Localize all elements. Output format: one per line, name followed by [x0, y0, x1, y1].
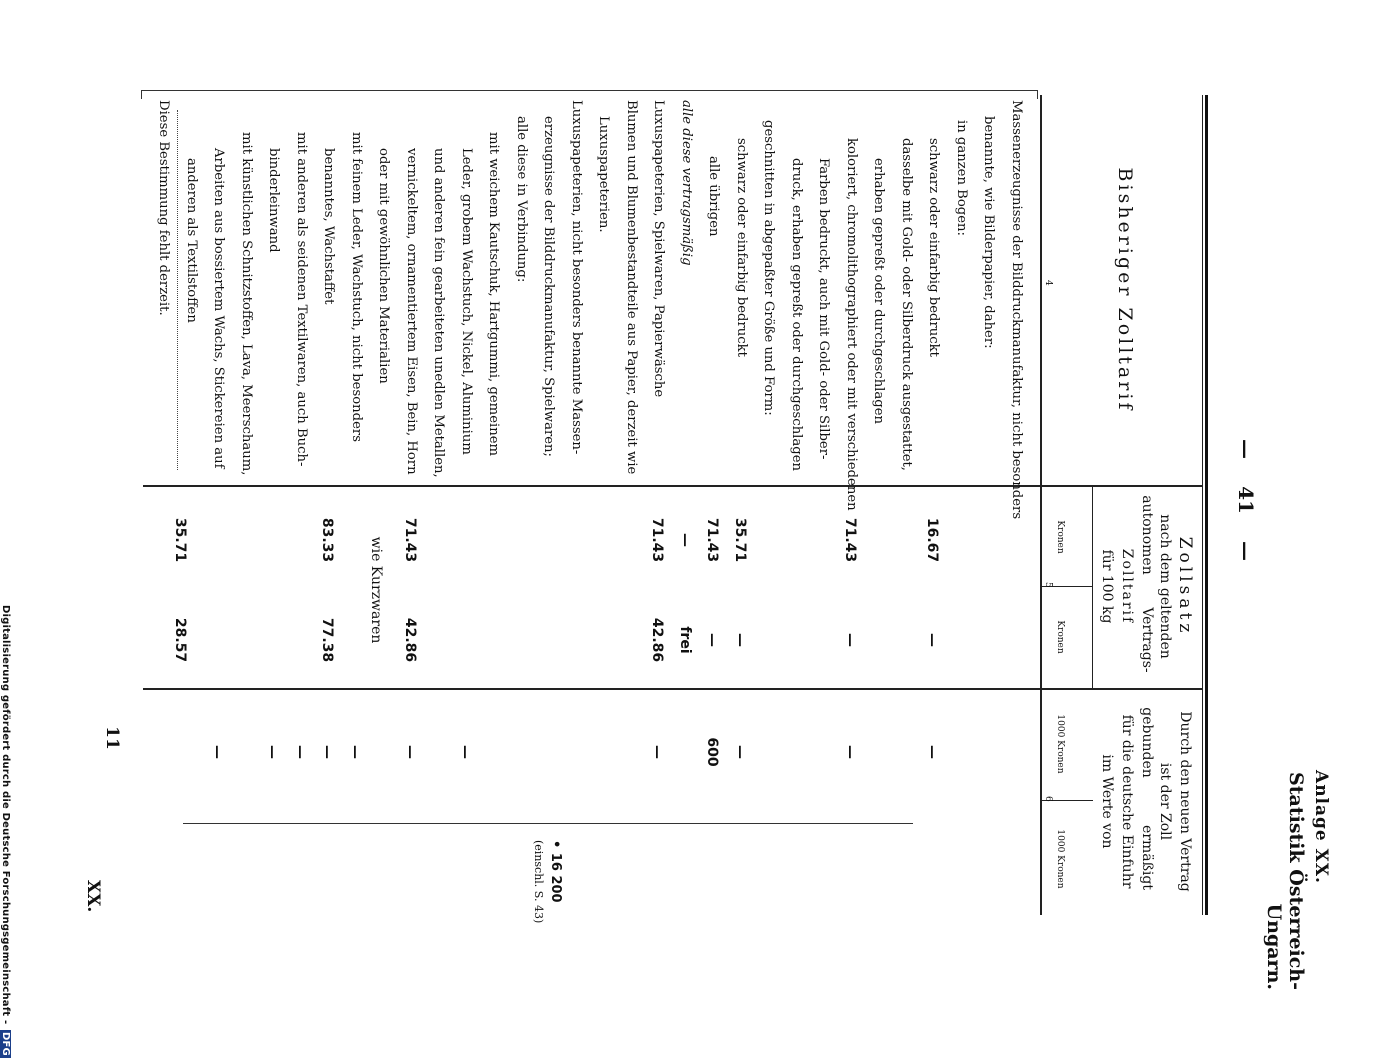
col5-title-5: für 100 kg	[1099, 549, 1115, 624]
row-text: mit feinem Leder, Wachstuch, nicht besonders	[349, 132, 364, 442]
left-brace	[141, 90, 1038, 99]
row-gebunden-value: —	[292, 745, 308, 759]
anlage-title: Anlage XX.	[1311, 770, 1331, 884]
last-vertrag-value: 28.57	[172, 617, 188, 663]
row-vertrag-value: frei	[677, 626, 693, 654]
row-gebunden-value: —	[649, 745, 666, 759]
row-gebunden-value: —	[319, 745, 336, 759]
row-vertrag-value: —	[842, 633, 858, 647]
col6-title-5: im Werte von	[1099, 754, 1115, 849]
last-row-dots	[177, 110, 178, 470]
row-text: binderleinwand	[266, 148, 282, 253]
row-text: benannte, wie Bilderpapier, daher:	[981, 116, 997, 349]
col6-title-2: ist der Zoll	[1157, 762, 1173, 841]
row-text: druck, erhaben gepreßt oder durchgeschlagen	[789, 158, 804, 472]
side-note-text: Digitalisierung gefördert durch die Deutsche Forschungsgemeinschaft -	[0, 605, 11, 1025]
row-text: benanntes, Wachstaffet	[321, 148, 337, 305]
row-text: alle übrigen	[706, 156, 722, 237]
row-text: Leder, grobem Wachstuch, Nickel, Aluminium	[459, 148, 474, 455]
row-auto-value: 71.43	[704, 517, 721, 563]
col6-title-3a: gebunden	[1139, 707, 1155, 778]
row-gebunden-value: —	[209, 745, 226, 759]
last-auto-value: 35.71	[172, 517, 188, 563]
col6-unit-b: 1000 Kronen	[1055, 829, 1065, 889]
col6-title-1: Durch den neuen Vertrag	[1177, 711, 1193, 892]
side-note	[0, 605, 11, 1056]
row-vertrag-value: —	[732, 633, 748, 647]
dash-right: —	[1234, 541, 1258, 562]
row-text: Arbeiten aus bossiertem Wachs, Stickereien auf	[211, 148, 227, 469]
col4-num: 4	[1043, 280, 1053, 286]
row-text: mit künstlichen Schnitzstoffen, Lava, Meerschaum,	[239, 132, 254, 476]
row-auto-value: 16.67	[924, 517, 941, 563]
col6-unit-a: 1000 Kronen	[1055, 714, 1065, 774]
row-auto-value: —	[677, 533, 693, 547]
row-gebunden-value: —	[457, 745, 473, 759]
row-text: in ganzen Bogen:	[954, 120, 969, 236]
row-text: mit anderen als seidenen Textilwaren, auch Buch-	[294, 132, 309, 467]
col4-title: Bisheriger Zolltarif	[1114, 167, 1136, 413]
country-title: Statistik Österreich-Ungarn.	[1263, 772, 1307, 990]
row-text: Luxuspapeterien, nicht besonders benannte Massen-	[569, 100, 584, 455]
brace-total: • 16 200	[548, 840, 563, 903]
row-text: Luxuspapeterien, Spielwaren, Papierwäsche	[651, 100, 667, 398]
row-text: schwarz oder einfarbig bedruckt	[734, 138, 749, 357]
col5-title-3a: autonomen	[1139, 495, 1155, 575]
row-text: schwarz oder einfarbig bedruckt	[926, 138, 942, 357]
col6-num: 6	[1043, 796, 1053, 802]
row-text: oder mit gewöhnlichen Materialien	[376, 148, 392, 384]
row-vertrag-value: 42.86	[649, 617, 666, 663]
row-gebunden-value: 600	[704, 737, 721, 767]
row-text: Farben bedruckt, auch mit Gold- oder Silber-	[816, 158, 832, 460]
col5-title-1: Zollsatz	[1175, 536, 1195, 637]
row-auto-value: 71.43	[842, 517, 858, 563]
right-brace	[183, 823, 913, 828]
row-text: erhaben gepreßt oder durchgeschlagen	[871, 158, 887, 425]
wie-kurzwaren: wie Kurzwaren	[368, 536, 384, 644]
row-gebunden-value: —	[732, 745, 748, 759]
row-gebunden-value: —	[924, 745, 941, 759]
side-note-wrap	[0, 605, 12, 1056]
row-text: erzeugnisse der Bilddruckmanufaktur, Spielwaren;	[541, 116, 557, 457]
row-text: Blumen und Blumenbestandteile aus Papier, derzeit wie	[624, 100, 639, 475]
row-gebunden-value: —	[402, 745, 418, 759]
row-text: alle diese vertragsmäßig	[679, 100, 694, 266]
col5-num: 5	[1043, 582, 1053, 588]
row-text: vernickeltem, ornamentiertem Eisen, Bein, Horn	[404, 148, 419, 475]
row-text: geschnitten in abgepaßter Größe und Form:	[761, 120, 777, 416]
col6-title-4: für die deutsche Einfuhr	[1119, 714, 1135, 889]
brace-note: (einschl. S. 43)	[532, 840, 545, 924]
col5-title-3b: Vertrags-	[1139, 607, 1155, 673]
col5-title-4: Zolltarif	[1119, 548, 1135, 625]
col5-unit-b: Kronen	[1055, 620, 1065, 654]
row-vertrag-value: 77.38	[319, 617, 336, 663]
row-text: mit weichem Kautschuk, Hartgummi, gemeinem	[486, 132, 502, 457]
col5-unit-a: Kronen	[1055, 520, 1065, 554]
row-text: Luxuspapeterien.	[596, 116, 612, 233]
row-text: dasselbe mit Gold- oder Silberdruck ausgestattet,	[899, 138, 914, 471]
row-gebunden-value: —	[264, 745, 281, 759]
row-text: Massenerzeugnisse der Bilddruckmanufaktur, nicht besonders	[1009, 100, 1024, 520]
row-auto-value: 83.33	[319, 517, 336, 563]
row-gebunden-value: —	[347, 745, 363, 759]
row-vertrag-value: —	[924, 633, 941, 647]
row-text: und anderen fein gearbeiteten unedlen Metallen,	[431, 148, 447, 478]
row-text: koloriert, chromolithographiert oder mit verschiedenen	[844, 138, 859, 511]
footer-left: XX.	[83, 880, 103, 913]
row-vertrag-value: 42.86	[402, 617, 418, 663]
row-text: alle diese in Verbindung:	[514, 116, 529, 283]
row-gebunden-value: —	[842, 745, 858, 759]
dfg-logo: DFG	[0, 1032, 11, 1056]
dash-left: —	[1234, 438, 1258, 459]
col6-title-3b: ermäßigt	[1139, 824, 1155, 891]
row-auto-value: 71.43	[649, 517, 666, 563]
row-text: anderen als Textilstoffen	[184, 158, 199, 323]
row-auto-value: 35.71	[732, 517, 748, 563]
col5-title-2: nach dem geltenden	[1157, 514, 1173, 659]
row-vertrag-value: —	[704, 633, 721, 647]
row-text: Diese Bestimmung fehlt derzeit.	[156, 100, 172, 316]
page-number: 41	[1234, 486, 1258, 514]
footer-right: 11	[101, 726, 122, 750]
row-auto-value: 71.43	[402, 517, 418, 563]
